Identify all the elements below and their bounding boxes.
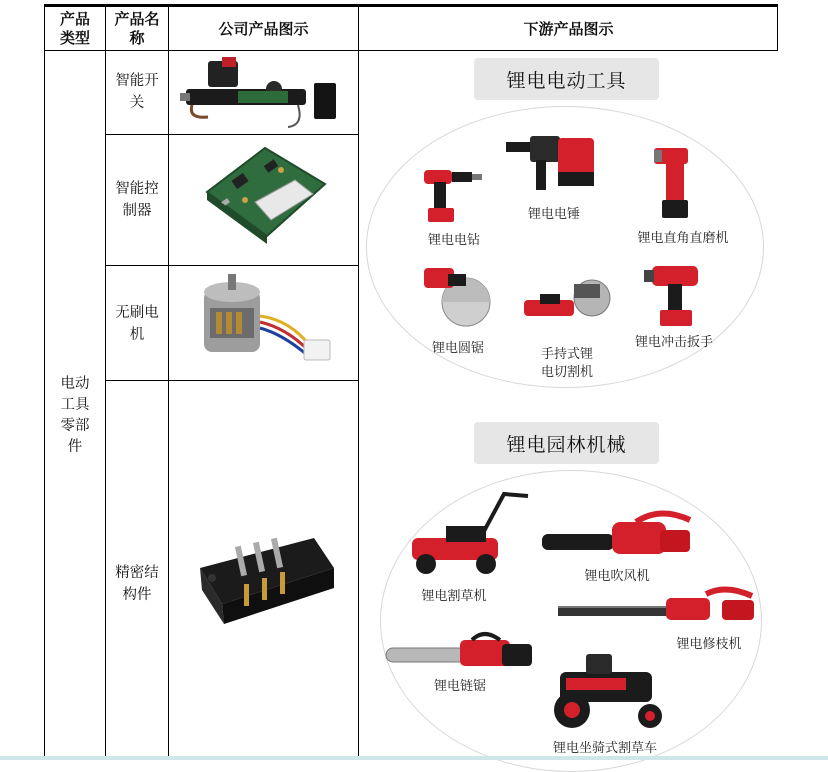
circular-saw-icon — [418, 262, 498, 328]
row-name-smart-switch: 智能开 关 — [115, 73, 159, 111]
col-divider — [44, 4, 45, 760]
lawn-mower-icon — [406, 486, 532, 578]
section-title-garden-machinery: 锂电园林机械 — [474, 422, 659, 464]
die-grinder-icon — [648, 142, 698, 222]
brushless-motor-photo — [190, 268, 340, 373]
row-divider — [106, 265, 358, 266]
header-product-name: 产品名 称 — [114, 10, 160, 47]
row-name-brushless-motor: 无刷电 机 — [115, 305, 159, 343]
smart-switch-photo — [178, 55, 348, 135]
row-name-precision-part: 精密结 构件 — [115, 565, 159, 603]
caption-chainsaw: 锂电链锯 — [433, 679, 486, 694]
leaf-blower-icon — [540, 510, 700, 566]
hedge-trimmer-icon — [556, 584, 762, 630]
bottom-bar — [0, 756, 828, 760]
col-divider — [358, 4, 359, 760]
caption-impact-wrench: 锂电冲击扳手 — [634, 335, 713, 350]
table-top-rule — [44, 4, 778, 7]
riding-mower-icon — [546, 646, 670, 732]
rotary-hammer-icon — [500, 130, 600, 196]
caption-leaf-blower: 锂电吹风机 — [584, 569, 650, 584]
controller-pcb-photo — [195, 140, 335, 255]
caption-hedge-trimmer: 锂电修枝机 — [676, 637, 742, 652]
row-name-controller: 智能控 制器 — [115, 181, 159, 219]
col-divider — [105, 4, 106, 760]
drill-icon — [420, 160, 486, 226]
caption-cut-off-saw: 手持式锂 电切割机 — [540, 347, 593, 380]
impact-wrench-icon — [640, 256, 716, 332]
cut-off-saw-icon — [520, 276, 620, 326]
chainsaw-icon — [384, 626, 536, 676]
header-company-image: 公司产品图示 — [218, 19, 309, 38]
section-title-power-tools: 锂电电动工具 — [474, 58, 659, 100]
caption-riding-mower: 锂电坐骑式割草车 — [552, 741, 657, 756]
col-divider — [168, 4, 169, 760]
precision-part-photo — [194, 528, 344, 632]
header-bottom-rule — [44, 50, 778, 51]
caption-rotary-hammer: 锂电电锤 — [527, 207, 580, 222]
category-label: 电动 工具 零部 件 — [60, 376, 90, 455]
caption-circular-saw: 锂电圆锯 — [431, 341, 484, 356]
caption-drill: 锂电电钻 — [427, 233, 480, 248]
header-product-type: 产品 类型 — [59, 10, 90, 47]
header-downstream-image: 下游产品图示 — [523, 19, 614, 38]
caption-die-grinder: 锂电直角直磨机 — [637, 231, 729, 246]
caption-lawn-mower: 锂电割草机 — [421, 589, 487, 604]
row-divider — [106, 380, 358, 381]
